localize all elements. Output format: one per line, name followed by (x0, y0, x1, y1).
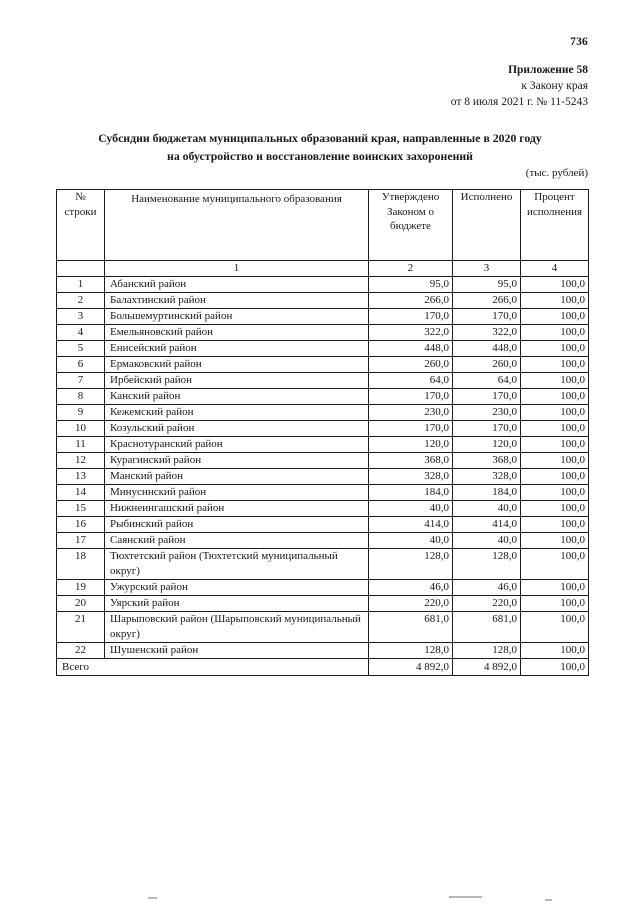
cell-row-number: 21 (57, 612, 105, 643)
cell-approved: 184,0 (369, 485, 453, 501)
cell-percent: 100,0 (521, 437, 589, 453)
cell-municipality-name: Ермаковский район (105, 357, 369, 373)
cell-row-number: 14 (57, 485, 105, 501)
cell-municipality-name: Кежемский район (105, 405, 369, 421)
cell-row-number: 22 (57, 643, 105, 659)
law-date-number: от 8 июля 2021 г. № 11-5243 (450, 96, 588, 108)
total-label: Всего (57, 659, 369, 676)
total-executed: 4 892,0 (453, 659, 521, 676)
cell-executed: 46,0 (453, 580, 521, 596)
cell-row-number: 13 (57, 469, 105, 485)
cell-executed: 230,0 (453, 405, 521, 421)
cell-executed: 40,0 (453, 533, 521, 549)
cell-percent: 100,0 (521, 405, 589, 421)
cell-percent: 100,0 (521, 549, 589, 580)
page-title-line-1: Субсидии бюджетам муниципальных образований края, направленные в 2020 году (98, 131, 542, 145)
law-reference-line: к Закону края (521, 80, 588, 92)
cell-row-number: 8 (57, 389, 105, 405)
cell-executed: 414,0 (453, 517, 521, 533)
cell-executed: 266,0 (453, 293, 521, 309)
cell-approved: 220,0 (369, 596, 453, 612)
cell-executed: 95,0 (453, 277, 521, 293)
table-header-row (57, 190, 589, 261)
table-row (57, 612, 589, 643)
cell-percent: 100,0 (521, 643, 589, 659)
cell-municipality-name: Краснотуранский район (105, 437, 369, 453)
cell-row-number: 18 (57, 549, 105, 580)
column-header-municipality-name: Наименование муниципального образования (105, 190, 369, 261)
cell-executed: 220,0 (453, 596, 521, 612)
cell-executed: 322,0 (453, 325, 521, 341)
cell-approved: 128,0 (369, 643, 453, 659)
cell-executed: 170,0 (453, 309, 521, 325)
cell-executed: 64,0 (453, 373, 521, 389)
appendix-label: Приложение 58 (508, 64, 588, 76)
cell-municipality-name: Шарыповский район (Шарыповский муниципальный округ) (105, 612, 369, 643)
cell-approved: 414,0 (369, 517, 453, 533)
cell-row-number: 12 (57, 453, 105, 469)
table-row (57, 485, 589, 501)
column-header-approved-line-3: бюджете (390, 220, 431, 232)
cell-municipality-name: Тюхтетский район (Тюхтетский муниципальный округ) (105, 549, 369, 580)
cell-municipality-name: Уярский район (105, 596, 369, 612)
cell-percent: 100,0 (521, 612, 589, 643)
column-number-4: 4 (521, 261, 589, 277)
cell-percent: 100,0 (521, 485, 589, 501)
column-header-executed: Исполнено (453, 190, 521, 261)
table-row (57, 501, 589, 517)
table-row (57, 405, 589, 421)
cell-executed: 128,0 (453, 643, 521, 659)
table-row (57, 341, 589, 357)
cell-municipality-name: Емельяновский район (105, 325, 369, 341)
cell-municipality-name: Манский район (105, 469, 369, 485)
cell-row-number: 4 (57, 325, 105, 341)
cell-percent: 100,0 (521, 341, 589, 357)
cell-municipality-name: Нижнеингашский район (105, 501, 369, 517)
cell-percent: 100,0 (521, 421, 589, 437)
cell-row-number: 17 (57, 533, 105, 549)
total-row (57, 659, 589, 676)
cell-approved: 328,0 (369, 469, 453, 485)
cell-row-number: 10 (57, 421, 105, 437)
column-header-row-number-line-1: № (75, 191, 86, 203)
column-number-3: 3 (453, 261, 521, 277)
cell-row-number: 5 (57, 341, 105, 357)
cell-approved: 322,0 (369, 325, 453, 341)
table-footer (57, 659, 589, 676)
cell-percent: 100,0 (521, 517, 589, 533)
cell-executed: 40,0 (453, 501, 521, 517)
scan-artifact-mark (449, 896, 482, 898)
table-row (57, 421, 589, 437)
appendix-reference-block (451, 62, 588, 110)
cell-percent: 100,0 (521, 580, 589, 596)
cell-approved: 260,0 (369, 357, 453, 373)
cell-executed: 260,0 (453, 357, 521, 373)
cell-approved: 95,0 (369, 277, 453, 293)
cell-municipality-name: Ирбейский район (105, 373, 369, 389)
table-row (57, 389, 589, 405)
cell-percent: 100,0 (521, 469, 589, 485)
cell-municipality-name: Минусинский район (105, 485, 369, 501)
cell-percent: 100,0 (521, 596, 589, 612)
column-header-percent (521, 190, 589, 261)
column-header-approved-line-2: Законом о (386, 205, 435, 218)
table-row (57, 596, 589, 612)
cell-municipality-name: Козульский район (105, 421, 369, 437)
table-row (57, 277, 589, 293)
cell-row-number: 2 (57, 293, 105, 309)
cell-row-number: 1 (57, 277, 105, 293)
cell-row-number: 6 (57, 357, 105, 373)
scan-artifact-mark (148, 897, 157, 899)
cell-approved: 46,0 (369, 580, 453, 596)
cell-row-number: 16 (57, 517, 105, 533)
cell-approved: 368,0 (369, 453, 453, 469)
cell-municipality-name: Большемуртинский район (105, 309, 369, 325)
cell-executed: 368,0 (453, 453, 521, 469)
cell-approved: 448,0 (369, 341, 453, 357)
cell-approved: 230,0 (369, 405, 453, 421)
cell-percent: 100,0 (521, 309, 589, 325)
cell-municipality-name: Канский район (105, 389, 369, 405)
page-title-line-2: на обустройство и восстановление воинских захоронений (167, 148, 473, 163)
cell-row-number: 7 (57, 373, 105, 389)
table-row (57, 469, 589, 485)
cell-municipality-name: Енисейский район (105, 341, 369, 357)
column-header-row-number (57, 190, 105, 261)
cell-executed: 681,0 (453, 612, 521, 643)
cell-row-number: 3 (57, 309, 105, 325)
column-number-2: 2 (369, 261, 453, 277)
cell-approved: 128,0 (369, 549, 453, 580)
cell-percent: 100,0 (521, 357, 589, 373)
cell-percent: 100,0 (521, 389, 589, 405)
cell-approved: 170,0 (369, 309, 453, 325)
column-number-0 (57, 261, 105, 277)
cell-executed: 170,0 (453, 421, 521, 437)
table-header (57, 190, 589, 277)
cell-municipality-name: Курагинский район (105, 453, 369, 469)
cell-percent: 100,0 (521, 277, 589, 293)
cell-municipality-name: Саянский район (105, 533, 369, 549)
total-approved: 4 892,0 (369, 659, 453, 676)
cell-approved: 40,0 (369, 501, 453, 517)
table-row (57, 437, 589, 453)
cell-percent: 100,0 (521, 501, 589, 517)
column-header-approved (369, 190, 453, 261)
cell-row-number: 9 (57, 405, 105, 421)
page-number: 736 (570, 36, 588, 48)
cell-approved: 266,0 (369, 293, 453, 309)
cell-executed: 128,0 (453, 549, 521, 580)
cell-row-number: 20 (57, 596, 105, 612)
cell-executed: 184,0 (453, 485, 521, 501)
cell-percent: 100,0 (521, 533, 589, 549)
cell-approved: 170,0 (369, 421, 453, 437)
cell-municipality-name: Балахтинский район (105, 293, 369, 309)
cell-municipality-name: Шушенский район (105, 643, 369, 659)
page-title (62, 130, 578, 165)
column-header-row-number-line-2: строки (64, 205, 97, 218)
cell-row-number: 19 (57, 580, 105, 596)
cell-percent: 100,0 (521, 373, 589, 389)
table-row (57, 309, 589, 325)
cell-municipality-name: Ужурский район (105, 580, 369, 596)
table-row (57, 373, 589, 389)
table-row (57, 643, 589, 659)
cell-executed: 448,0 (453, 341, 521, 357)
cell-approved: 120,0 (369, 437, 453, 453)
table-row (57, 357, 589, 373)
total-percent: 100,0 (521, 659, 589, 676)
cell-executed: 120,0 (453, 437, 521, 453)
cell-approved: 40,0 (369, 533, 453, 549)
units-note: (тыс. рублей) (525, 167, 588, 179)
table-row (57, 580, 589, 596)
cell-percent: 100,0 (521, 453, 589, 469)
cell-approved: 681,0 (369, 612, 453, 643)
cell-percent: 100,0 (521, 325, 589, 341)
column-header-percent-line-1: Процент (534, 191, 575, 203)
scan-artifact-mark (545, 899, 552, 901)
cell-percent: 100,0 (521, 293, 589, 309)
table-row (57, 533, 589, 549)
subsidies-table-container (56, 189, 588, 676)
cell-executed: 328,0 (453, 469, 521, 485)
table-row (57, 293, 589, 309)
cell-approved: 170,0 (369, 389, 453, 405)
column-number-1: 1 (105, 261, 369, 277)
cell-row-number: 15 (57, 501, 105, 517)
cell-row-number: 11 (57, 437, 105, 453)
column-header-percent-line-2: исполнения (526, 205, 583, 218)
cell-municipality-name: Рыбинский район (105, 517, 369, 533)
cell-municipality-name: Абанский район (105, 277, 369, 293)
cell-approved: 64,0 (369, 373, 453, 389)
cell-executed: 170,0 (453, 389, 521, 405)
column-header-approved-line-1: Утверждено (381, 191, 440, 203)
table-row (57, 549, 589, 580)
column-number-row (57, 261, 589, 277)
subsidies-table (56, 189, 589, 676)
table-row (57, 325, 589, 341)
table-row (57, 453, 589, 469)
table-row (57, 517, 589, 533)
table-body (57, 277, 589, 659)
